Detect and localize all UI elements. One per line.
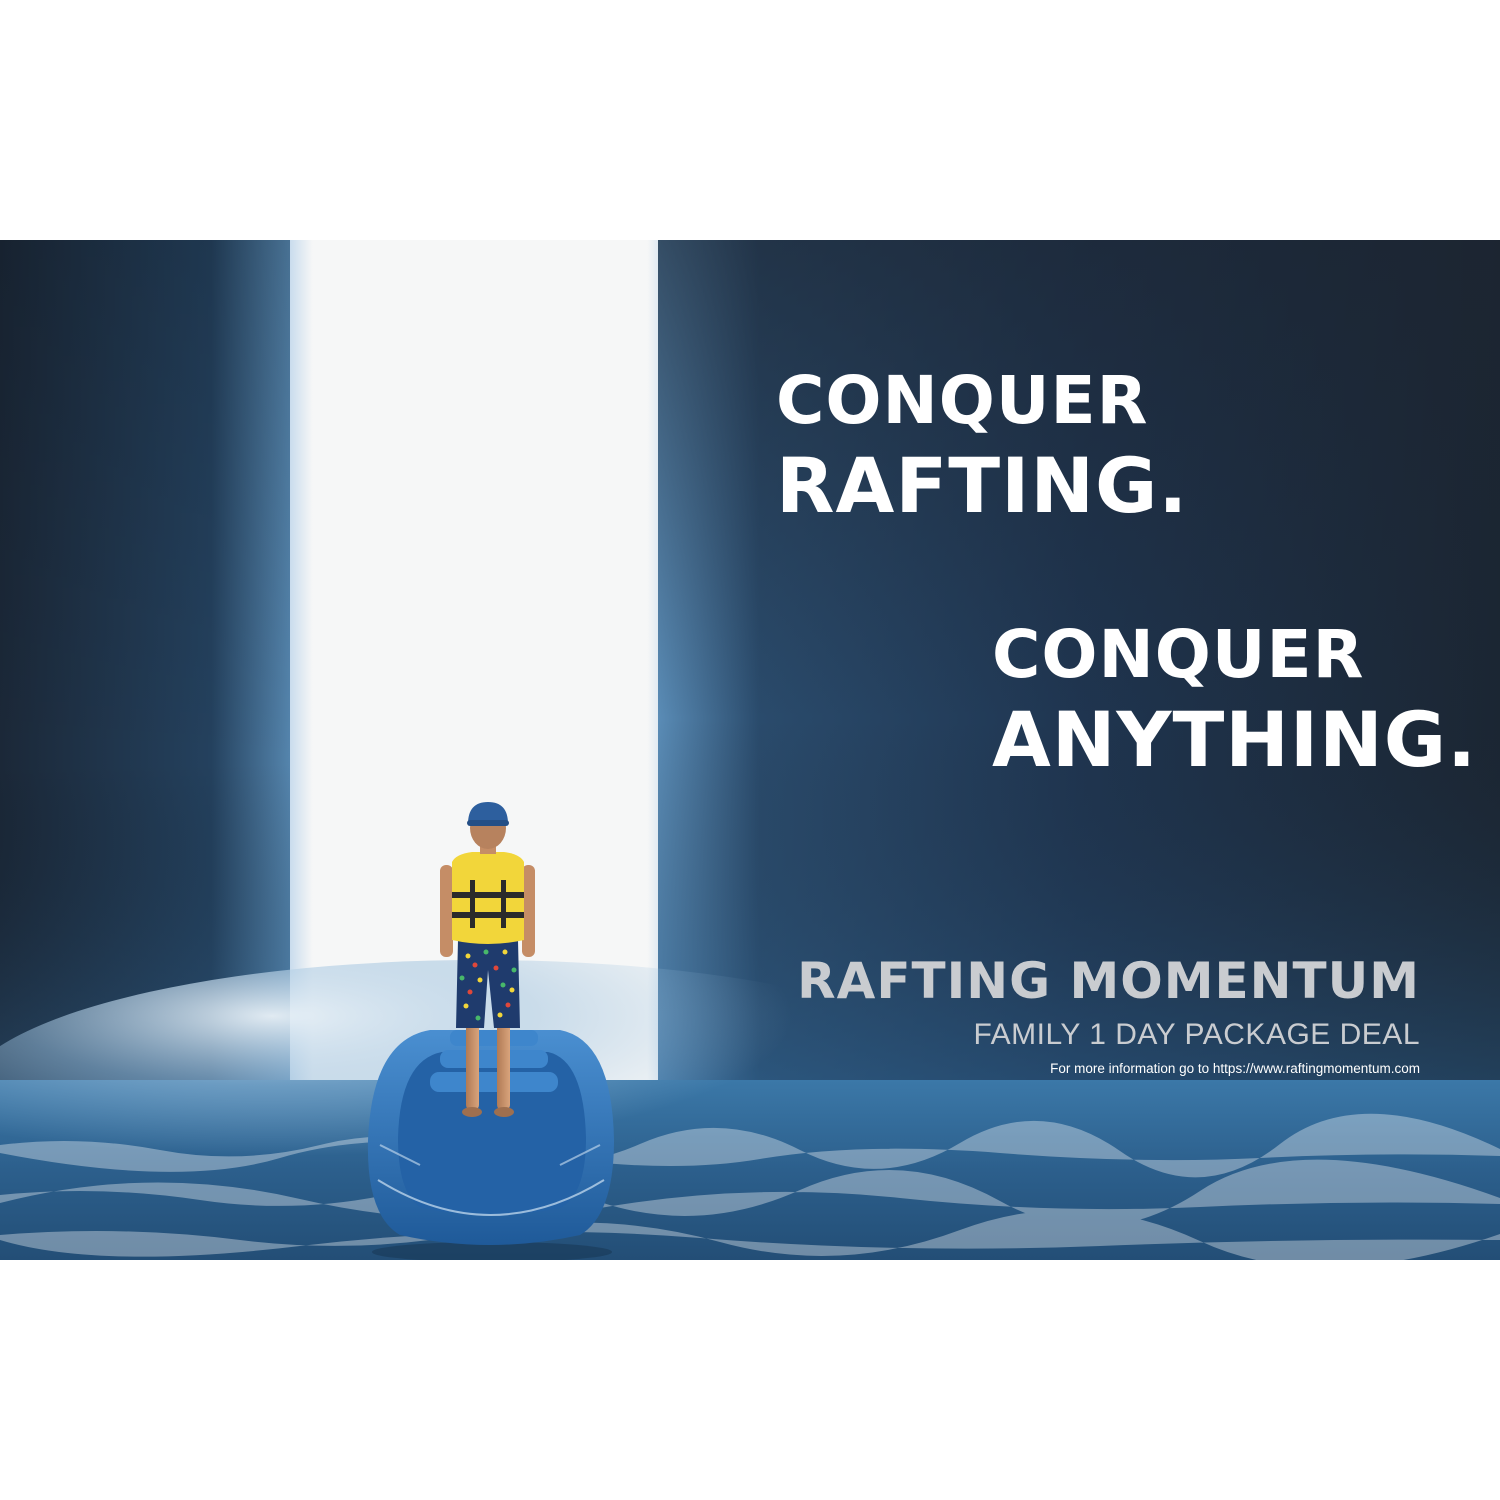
headline-1-line-2: RAFTING. bbox=[776, 441, 1189, 530]
website-info-text: For more information go to https://www.raftingmomentum.com bbox=[1050, 1061, 1420, 1076]
brand-block bbox=[797, 952, 1420, 1076]
headline-1-line-1: CONQUER bbox=[776, 362, 1149, 439]
headline-conquer-rafting bbox=[776, 362, 1189, 530]
rafting-poster bbox=[0, 240, 1500, 1260]
raft bbox=[368, 1030, 614, 1260]
headline-2-line-1: CONQUER bbox=[992, 616, 1365, 693]
headline-2-line-2: ANYTHING. bbox=[992, 695, 1478, 784]
package-deal-text: FAMILY 1 DAY PACKAGE DEAL bbox=[973, 1018, 1420, 1051]
headline-conquer-anything bbox=[992, 616, 1478, 784]
brand-name: RAFTING MOMENTUM bbox=[797, 952, 1420, 1010]
